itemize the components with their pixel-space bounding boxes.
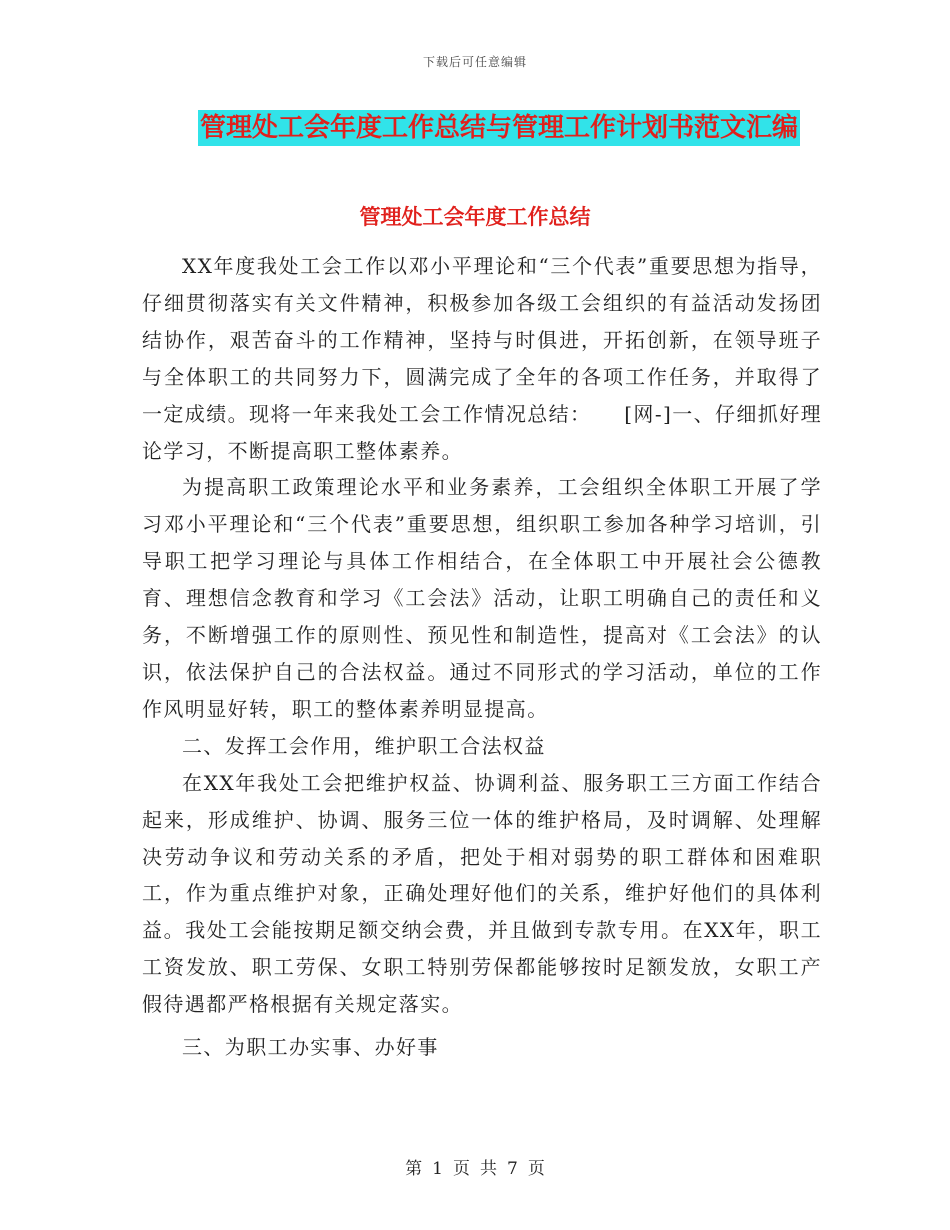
page-footer [0,1154,950,1179]
paragraph-protect-rights: 在XX年我处工会把维护权益、协调利益、服务职工三方面工作结合起来，形成维护、协调、服务三位一体的维护格局，及时调解、处理解决劳动争议和劳动关系的矛盾，把处于相对弱势的职工群体和困难职工，作为重点维护对象，正确处理好他们的关系，维护好他们的具体利益。我处工会能按期足额交纳会费，并且做到专款专用。在XX年，职工工资发放、职工劳保、女职工特别劳保都能够按时足额发放，女职工产假待遇都严格根据有关规定落实。 [142,770,822,1017]
footer-total-prefix: 共 [480,1159,497,1179]
header-note: 下载后可任意编辑 [422,55,527,69]
paragraph-intro: XX年度我处工会工作以邓小平理论和“三个代表”重要思想为指导，仔细贯彻落实有关文件精神，积极参加各级工会组织的有益活动发扬团结协作，艰苦奋斗的工作精神，坚持与时俱进，开拓创新，在领导班子与全体职工的共同努力下，圆满完成了全年的各项工作任务，并取得了一定成绩。现将一年来我处工会工作情况总结： [网-]一、仔细抓好理论学习，不断提高职工整体素养。 [142,254,822,463]
total-pages-number: 7 [507,1159,518,1179]
footer-prefix: 第 [405,1159,423,1179]
section-title: 管理处工会年度工作总结 [359,205,591,229]
main-title-wrap [0,110,950,146]
document-body [142,248,822,1066]
heading-serve-staff: 三、为职工办实事、办好事 [182,1035,439,1060]
heading-protect-rights: 二、发挥工会作用，维护职工合法权益 [182,733,546,758]
current-page-number: 1 [432,1159,443,1179]
footer-suffix: 页 [527,1159,545,1179]
footer-page-label: 页 [453,1159,470,1179]
paragraph-theory-study: 为提高职工政策理论水平和业务素养，工会组织全体职工开展了学习邓小平理论和“三个代表”重要思想，组织职工参加各种学习培训，引导职工把学习理论与具体工作相结合，在全体职工中开展社会公德教育、理想信念教育和学习《工会法》活动，让职工明确自己的责任和义务，不断增强工作的原则性、预见性和制造性，提高对《工会法》的认识，依法保护自己的合法权益。通过不同形式的学习活动，单位的工作作风明显好转，职工的整体素养明显提高。 [142,475,822,721]
main-title: 管理处工会年度工作总结与管理工作计划书范文汇编 [198,110,800,146]
